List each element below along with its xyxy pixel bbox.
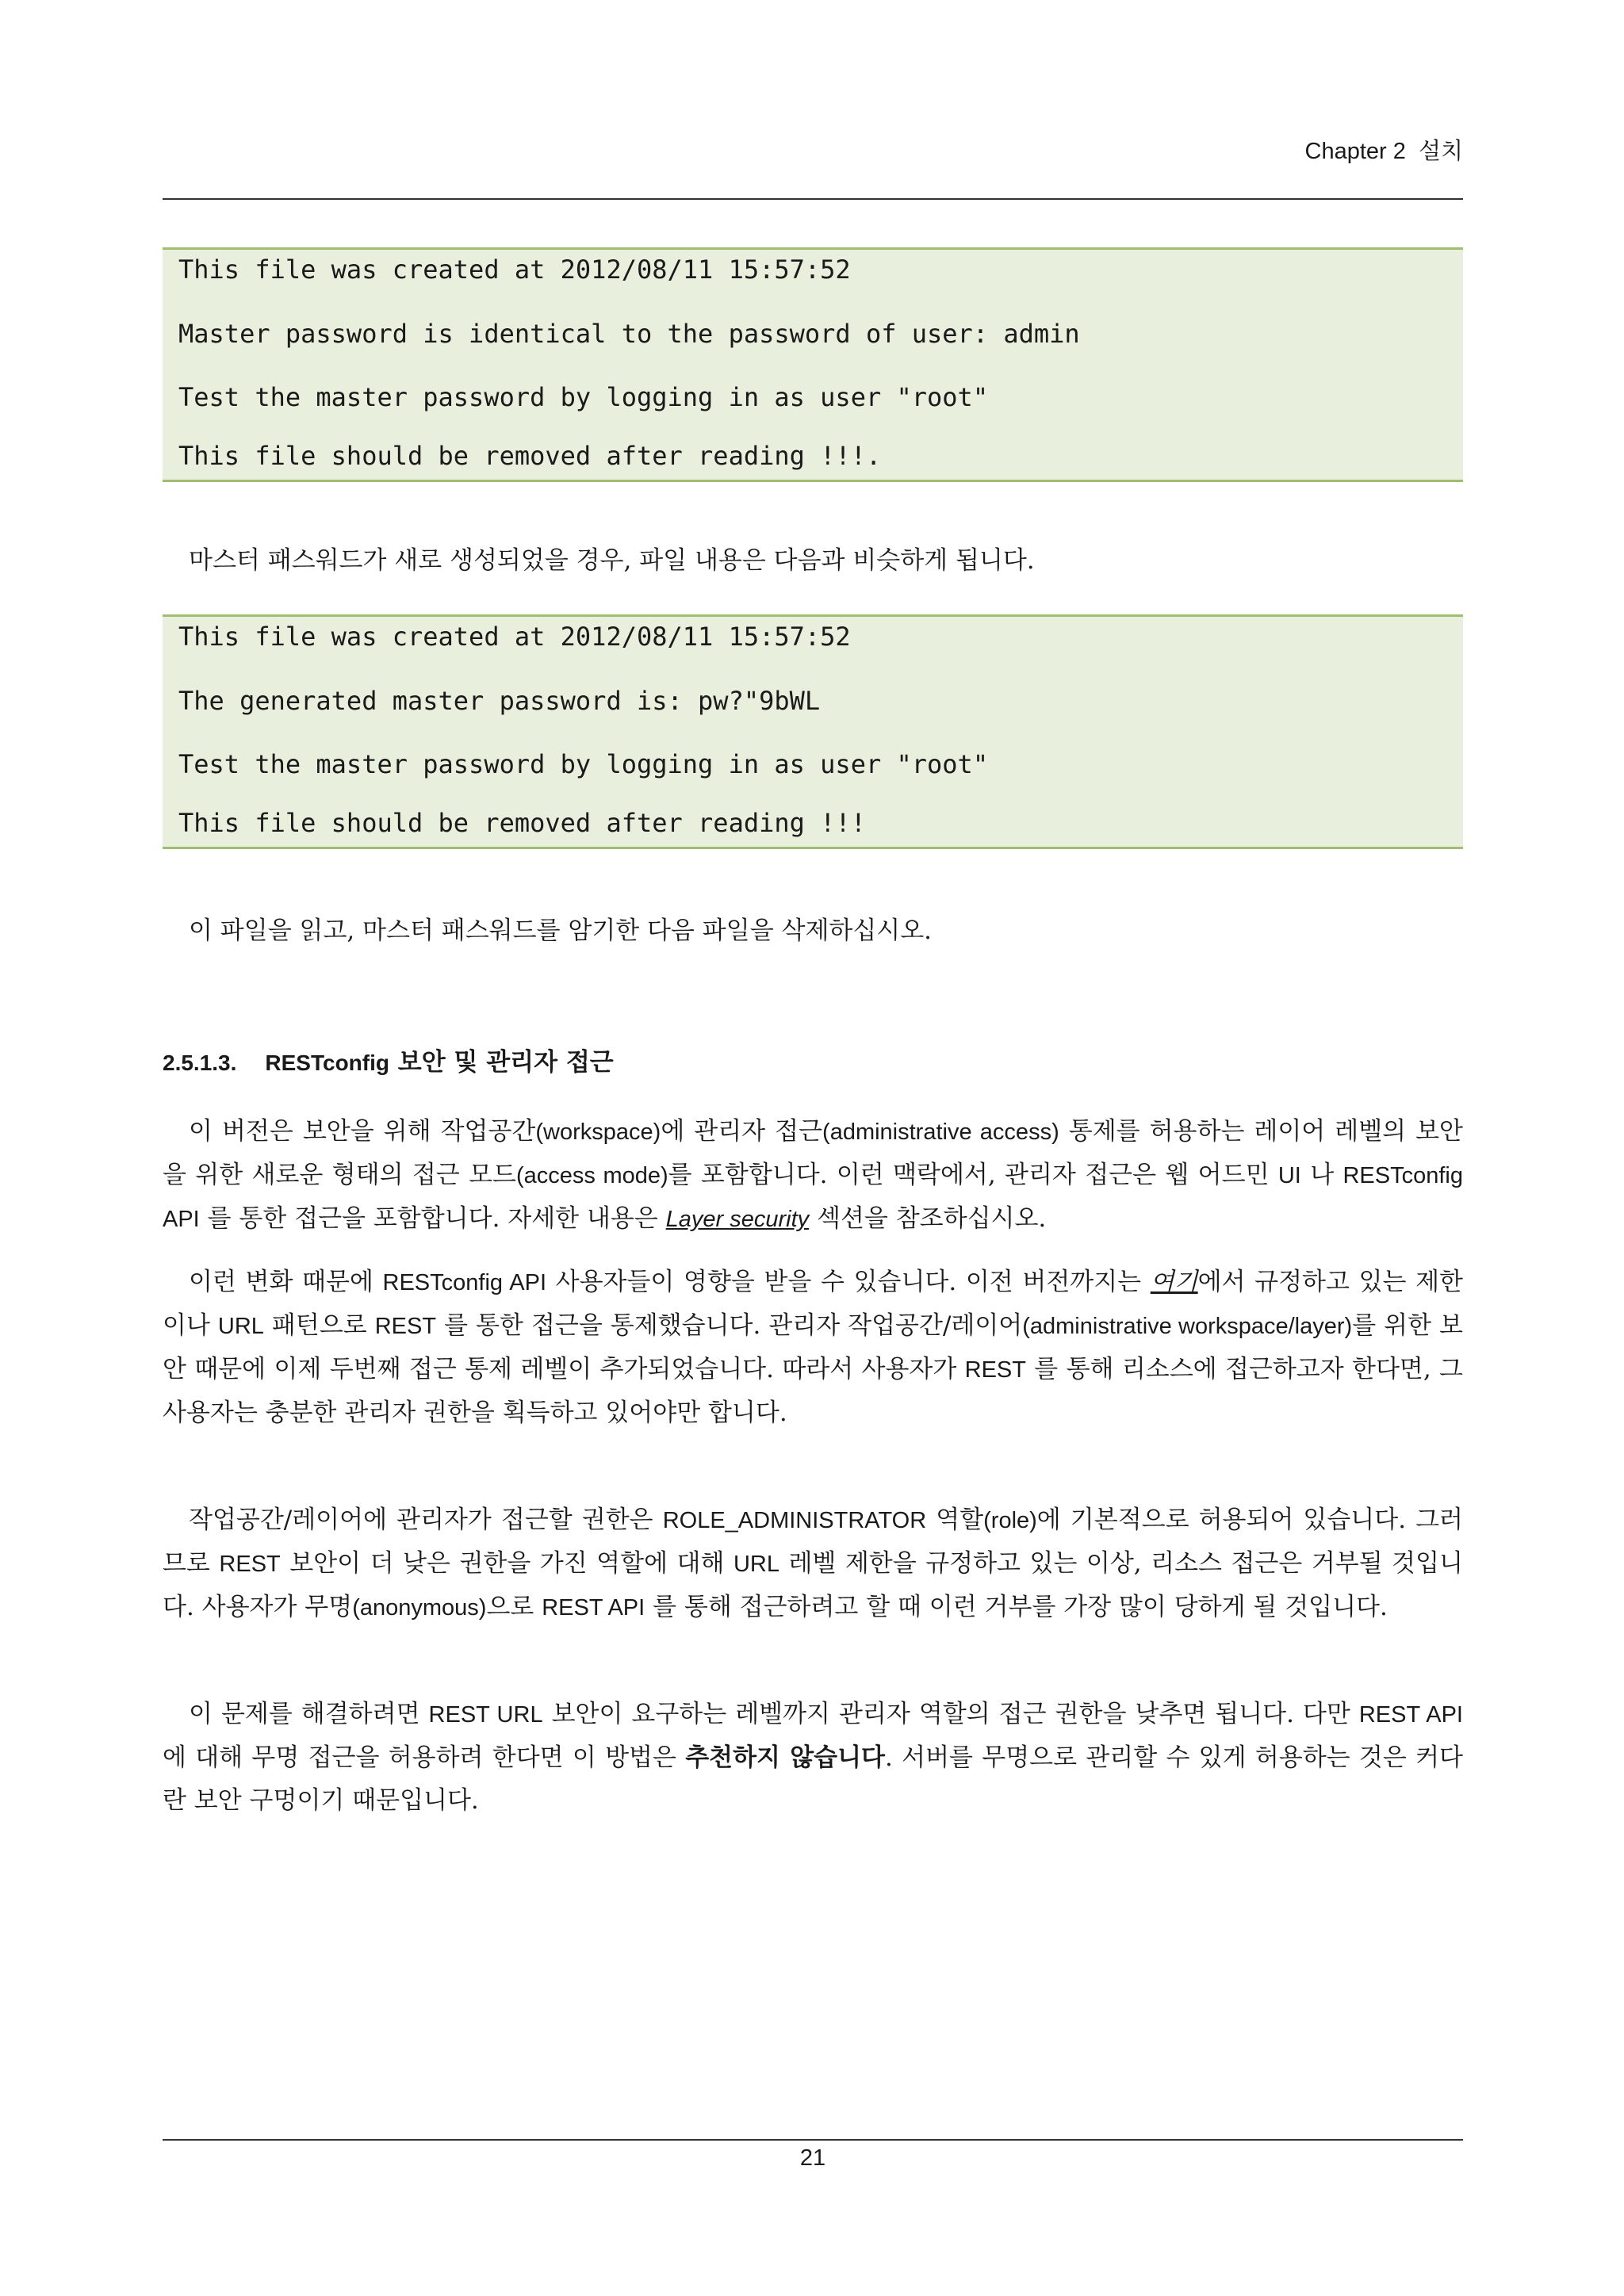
section-heading [163, 1043, 614, 1083]
paragraph-3: 작업공간/레이어에 관리자가 접근할 권한은 ROLE_ADMINISTRATOR 역할(role)에 기본적으로 허용되어 있습니다. 그러므로 REST 보안이 더 낮은 권한을 가진 역할에 대해 URL 레벨 제한을 규정하고 있는 이상, 리소스 접근은 거부될 것입니다. 사용자가 무명(anonymous)으로 REST API 를 통해 접근하려고 할 때 이런 거부를 가장 많이 당하게 될 것입니다. [163, 1506, 1464, 1621]
paragraph-2: 이런 변화 때문에 RESTconfig API 사용자들이 영향을 받을 수 있습니다. 이전 버전까지는 여기에서 규정하고 있는 제한이나 URL 패턴으로 REST 를 통한 접근을 통제했습니다. 관리자 작업공간/레이어(administrative workspace/layer)를 위한 보안 때문에 이제 두번째 접근 통제 레벨이 추가되었습니다. 따라서 사용자가 REST 를 통해 리소스에 접근하고자 한다면, 그 사용자는 충분한 관리자 권한을 획득하고 있어야만 합니다. [163, 1268, 1463, 1427]
section-number: 2.5.1.3. [163, 1050, 237, 1075]
layer-security-link[interactable]: Layer security [665, 1207, 810, 1232]
here-link[interactable]: 여기 [1150, 1268, 1198, 1296]
read-and-delete-note: 이 파일을 읽고, 마스터 패스워드를 암기한 다음 파일을 삭제하십시오. [189, 916, 933, 945]
code-line: The generated master password is: pw?"9bWL [178, 686, 821, 716]
code-block-existing-password [163, 247, 1463, 482]
code-block-generated-password [163, 614, 1463, 849]
code-line: This file was created at 2012/08/11 15:57:52 [178, 622, 851, 652]
chapter-label: Chapter 2 [1304, 139, 1406, 164]
generated-password-intro: 마스터 패스워드가 새로 생성되었을 경우, 파일 내용은 다음과 비슷하게 됩니다. [189, 546, 1035, 575]
paragraph-4: 이 문제를 해결하려면 REST URL 보안이 요구하는 레벨까지 관리자 역할의 접근 권한을 낮추면 됩니다. 다만 REST API 에 대해 무명 접근을 허용하려 한다면 이 방법은 추천하지 않습니다. 서버를 무명으로 관리할 수 있게 허용하는 것은 커다란 보안 구멍이기 때문입니다. [163, 1700, 1463, 1815]
section-title-latin: RESTconfig [265, 1050, 389, 1075]
code-line: Test the master password by logging in as user "root" [178, 382, 989, 412]
section-title-korean: 보안 및 관리자 접근 [397, 1048, 614, 1077]
code-line: Master password is identical to the password of user: admin [178, 319, 1080, 349]
code-line: Test the master password by logging in as user "root" [178, 749, 989, 779]
page-number: 21 [799, 2145, 826, 2171]
paragraph-1: 이 버전은 보안을 위해 작업공간(workspace)에 관리자 접근(administrative access) 통제를 허용하는 레이어 레벨의 보안을 위한 새로운 형태의 접근 모드(access mode)를 포함합니다. 이런 맥락에서, 관리자 접근은 웹 어드민 UI 나 RESTconfig API 를 통한 접근을 포함합니다. 자세한 내용은 Layer security 섹션을 참조하십시오. [163, 1117, 1464, 1233]
code-line: This file was created at 2012/08/11 15:57:52 [178, 254, 851, 285]
code-line: This file should be removed after reading !!!. [178, 441, 882, 471]
header-divider [163, 198, 1463, 200]
not-recommended-emphasis: 추천하지 않습니다 [685, 1743, 886, 1772]
page-header [163, 135, 1463, 167]
chapter-title: 설치 [1418, 137, 1463, 164]
code-line: This file should be removed after reading !!! [178, 808, 866, 838]
